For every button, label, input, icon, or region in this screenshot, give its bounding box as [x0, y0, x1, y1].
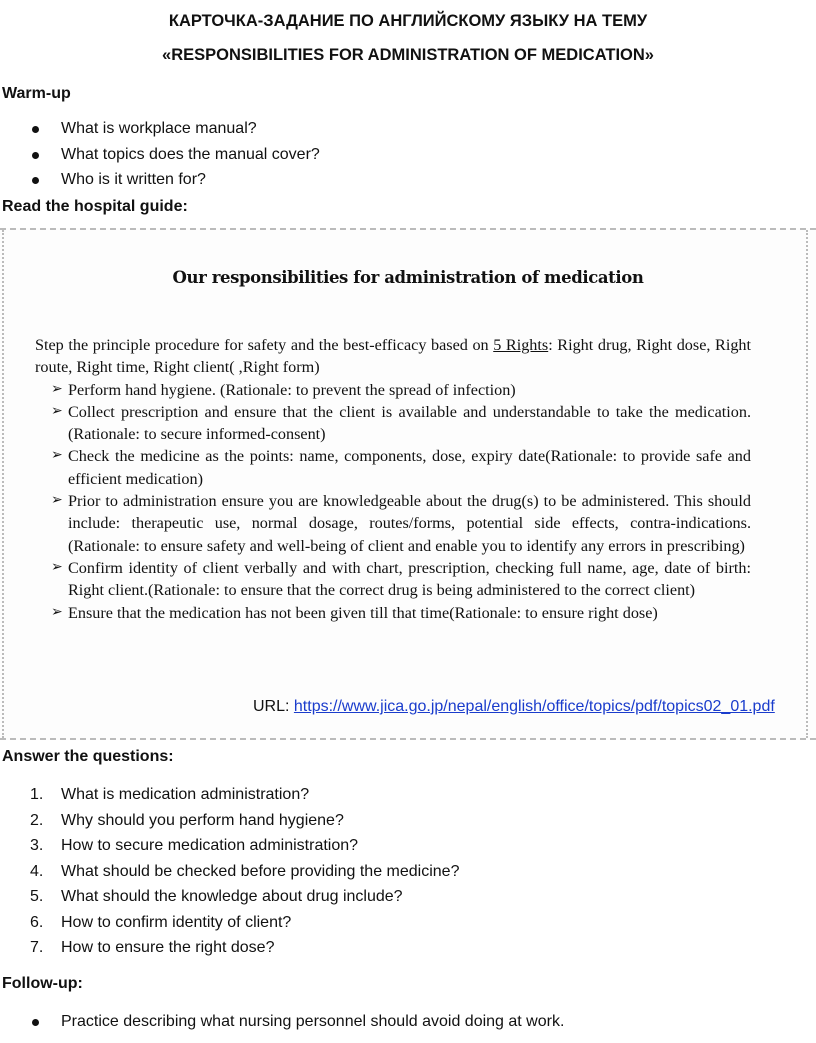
bullet-icon: [32, 152, 39, 159]
source-url-link[interactable]: https://www.jica.go.jp/nepal/english/office/topics/pdf/topics02_01.pdf: [293, 698, 775, 715]
guide-step: ➢ Check the medicine as the points: name, components, dose, expiry date(Rationale: to provide safe and efficient medication): [51, 447, 751, 488]
guide-step: ➢ Perform hand hygiene. (Rationale: to prevent the spread of infection): [35, 379, 751, 401]
list-item: Practice describing what nursing personnel should avoid doing at work.: [0, 1012, 564, 1038]
list-item: 7. How to ensure the right dose?: [30, 939, 275, 956]
list-item: 4. What should be checked before providing the medicine?: [30, 862, 460, 880]
guide-title: Our responsibilities for administration of medication: [172, 268, 644, 287]
followup-list: [0, 1012, 564, 1038]
list-item: What topics does the manual cover?: [0, 145, 320, 171]
warmup-list: [0, 119, 320, 196]
list-item: 1. What is medication administration?: [30, 786, 310, 803]
list-item: 6. How to confirm identity of client?: [30, 913, 292, 931]
guide-intro: Step the principle procedure for safety and the best-efficacy based on 5 Rights: Right drug, Right dose, Right route, Right time, Right client( ,Right form): [35, 336, 751, 377]
questions-heading: Answer the questions:: [2, 748, 174, 765]
arrow-bullet-icon: ➢: [51, 381, 63, 397]
guide-step: ➢ Collect prescription and ensure that the client is available and understandable to take the medication.(Rationale: to secure informed-consent): [51, 402, 751, 444]
list-item: What is workplace manual?: [0, 119, 320, 145]
list-item: 5. What should the knowledge about drug include?: [30, 888, 403, 905]
arrow-bullet-icon: ➢: [51, 448, 63, 464]
arrow-bullet-icon: ➢: [51, 559, 63, 575]
list-item: 2. Why should you perform hand hygiene?: [30, 811, 344, 829]
title-line-2: «RESPONSIBILITIES FOR ADMINISTRATION OF MEDICATION»: [162, 46, 654, 64]
read-heading: Read the hospital guide:: [2, 198, 188, 215]
title-line-1: КАРТОЧКА-ЗАДАНИЕ ПО АНГЛИЙСКОМУ ЯЗЫКУ НА ТЕМУ: [168, 12, 648, 30]
bullet-icon: [32, 177, 39, 184]
guide-step: ➢ Ensure that the medication has not been given till that time(Rationale: to ensure right dose): [35, 602, 751, 624]
five-rights-link: 5 Rights: [493, 336, 549, 354]
guide-step: ➢ Confirm identity of client verbally and with chart, prescription, checking full name, age, date of birth: Right client.(Rationale: to ensure that the correct drug is being administered to the correct client): [51, 558, 751, 600]
questions-list: [0, 785, 459, 964]
warmup-heading: Warm-up: [2, 85, 71, 102]
arrow-bullet-icon: ➢: [51, 403, 63, 419]
guide-steps: [35, 379, 751, 624]
list-item: 3. How to secure medication administration?: [30, 837, 359, 854]
arrow-bullet-icon: ➢: [51, 493, 63, 509]
guide-body: [35, 334, 751, 624]
hospital-guide-excerpt: [0, 228, 816, 740]
url-label: URL:: [253, 698, 294, 715]
followup-heading: Follow-up:: [2, 975, 83, 992]
bullet-icon: [32, 1019, 39, 1026]
bullet-icon: [32, 126, 39, 133]
source-url-line: [253, 698, 816, 716]
guide-step: ➢ Prior to administration ensure you are knowledgeable about the drug(s) to be administered. This should include: therapeutic use, normal dosage, routes/forms, potential side effects, contra-indications.(Rationale: to ensure safety and well-being of client and enable you to identify any errors in prescribing): [51, 492, 751, 555]
arrow-bullet-icon: ➢: [51, 604, 63, 620]
list-item: Who is it written for?: [0, 170, 320, 196]
